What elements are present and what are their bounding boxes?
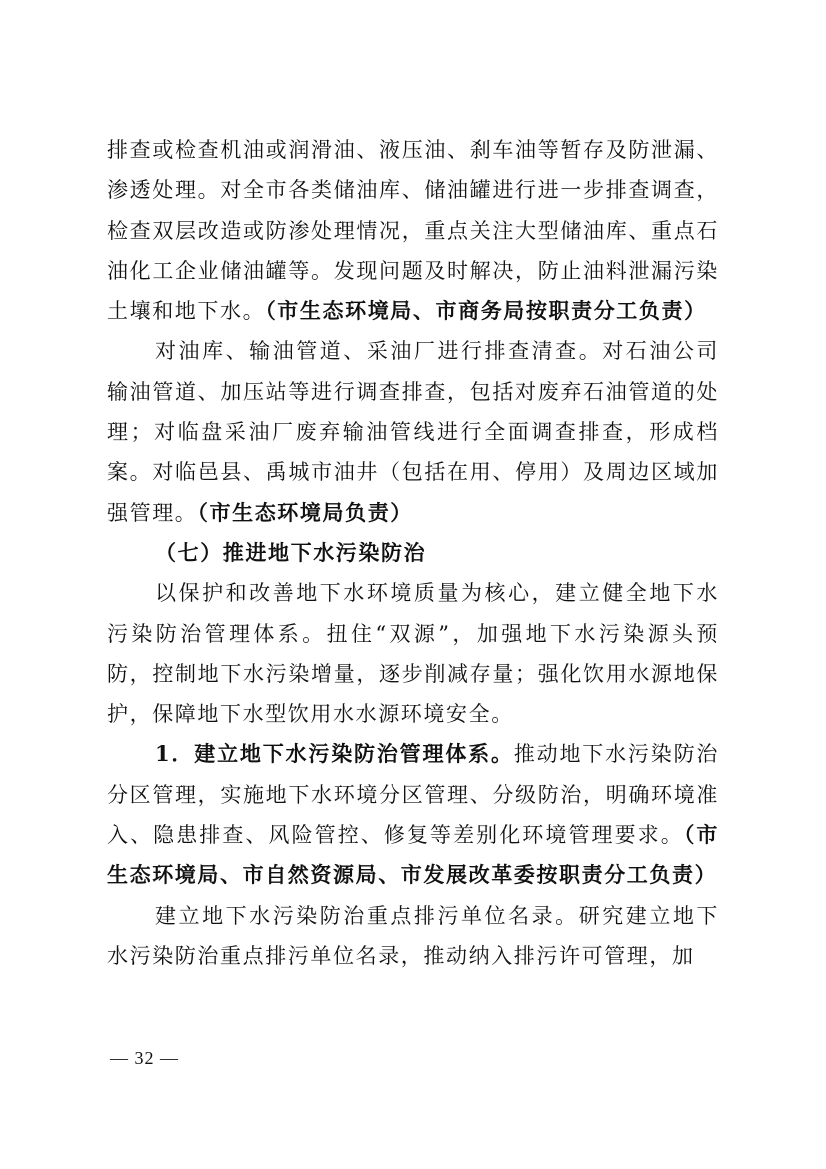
paragraph-4-lead: 1．建立地下水污染防治管理体系。: [155, 741, 514, 767]
section-heading-7: （七）推进地下水污染防治: [155, 539, 427, 565]
paragraph-1-text: 排查或检查机油或润滑油、液压油、刹车油等暂存及防泄漏、渗透处理。对全市各类储油库、储油罐进行进一步排查调查，检查双层改造或防渗处理情况，重点关注大型储油库、重点石油化工企业储油罐等。发现问题及时解决，防止油料泄漏污染土壤和地下水。: [107, 138, 719, 324]
paragraph-2-text: 对油库、输油管道、采油厂进行排查清查。对石油公司输油管道、加压站等进行调查排查，包括对废弃石油管道的处理；对临盘采油厂废弃输油管线进行全面调查排查，形成档案。对临邑县、禹城市油井（包括在用、停用）及周边区域加强管理。: [107, 339, 719, 525]
document-body: [107, 130, 719, 976]
paragraph-1-responsible: （市生态环境局、市商务局按职责分工负责）: [265, 298, 707, 324]
paragraph-3-text: 以保护和改善地下水环境质量为核心，建立健全地下水污染防治管理体系。扭住“双源”，加强地下水污染源头预防，控制地下水污染增量，逐步削减存量；强化饮用水源地保护，保障地下水型饮用水水源环境安全。: [107, 581, 719, 727]
paragraph-4-text: 推动地下水污染防治分区管理，实施地下水环境分区管理、分级防治，明确环境准入、隐患排查、风险管控、修复等差别化环境管理要求。: [107, 742, 719, 848]
paragraph-1: [107, 130, 719, 331]
paragraph-5: [107, 896, 719, 977]
paragraph-4: [107, 734, 719, 895]
page-number: — 32 —: [110, 1048, 179, 1068]
paragraph-3: [107, 573, 719, 734]
paragraph-2: [107, 331, 719, 532]
paragraph-2-responsible: （市生态环境局负责）: [197, 499, 413, 525]
paragraph-5-text: 建立地下水污染防治重点排污单位名录。研究建立地下水污染防治重点排污单位名录，推动纳入排污许可管理，加: [107, 903, 719, 968]
paragraph-4-responsible: （市生态环境局、市自然资源局、市发展改革委按职责分工负责）: [107, 822, 720, 888]
